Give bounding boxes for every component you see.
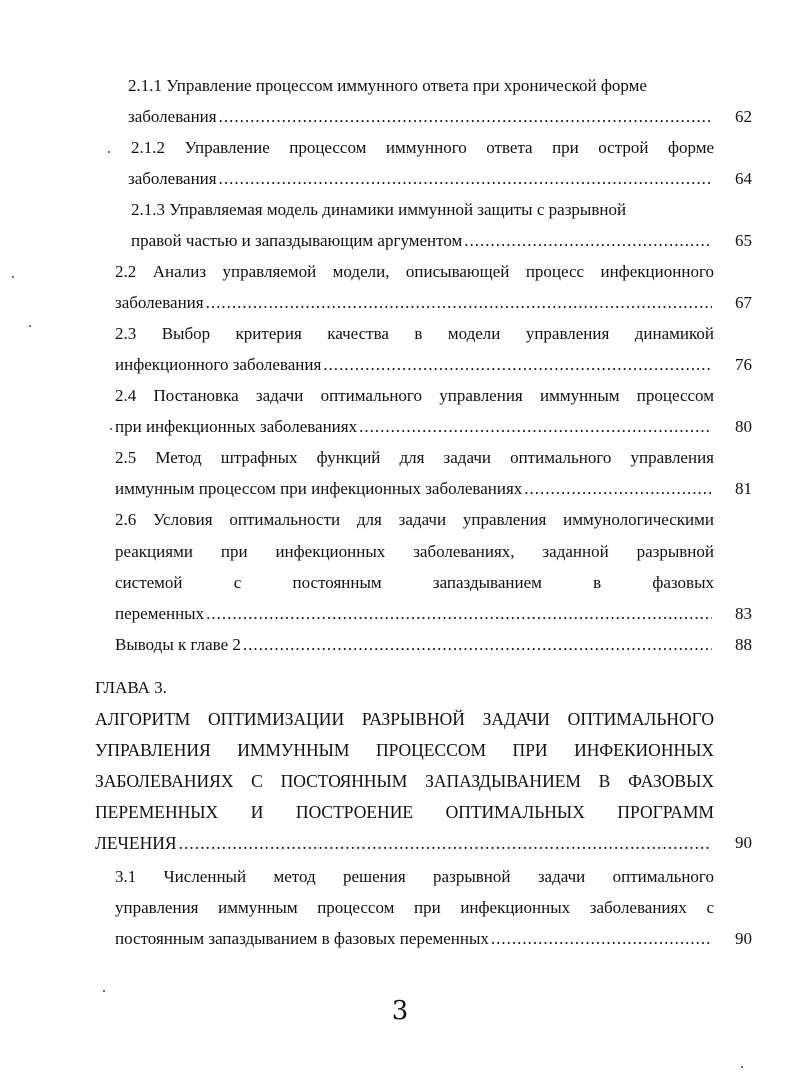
toc-2-1-3-line-2 [131, 230, 714, 252]
scan-speck [103, 990, 105, 992]
toc-2-5-line-2 [115, 478, 714, 500]
toc-2-4-line-1: 2.4 Постановка задачи оптимального управления иммунным процессом [115, 386, 714, 405]
leader-dots [219, 168, 712, 190]
chapter-3-title-line-5 [95, 832, 714, 854]
toc-3-1-line-3 [115, 928, 714, 950]
toc-2-1-3-line-1: 2.1.3 Управляемая модель динамики иммунной защиты с разрывной [131, 200, 627, 219]
toc-3-1-line-2: управления иммунным процессом при инфекционных заболеваниях с [115, 898, 714, 917]
chapter-3-title-line-4: ПЕРЕМЕННЫХ И ПОСТРОЕНИЕ ОПТИМАЛЬНЫХ ПРОГРАММ [95, 802, 714, 822]
toc-2-2-text: заболевания [115, 293, 204, 312]
toc-2-1-1-line-2 [128, 106, 714, 128]
toc-2-4-text: при инфекционных заболеваниях [115, 417, 358, 436]
toc-2-4-page: 80 [735, 417, 752, 436]
toc-2-2-line-2 [115, 292, 714, 314]
toc-2-1-2-line-2 [128, 168, 714, 190]
toc-2-6-line-2: реакциями при инфекционных заболеваниях, заданной разрывной [115, 542, 714, 561]
leader-dots [243, 634, 712, 656]
page-number: 3 [391, 996, 409, 1026]
toc-2-3-line-2 [115, 354, 714, 376]
leader-dots [219, 106, 712, 128]
chapter-3-text: ЛЕЧЕНИЯ [95, 833, 177, 853]
leader-dots [179, 832, 712, 854]
leader-dots [359, 416, 712, 438]
chapter-3-title-line-1: АЛГОРИТМ ОПТИМИЗАЦИИ РАЗРЫВНОЙ ЗАДАЧИ ОПТИМАЛЬНОГО [95, 709, 714, 729]
toc-2-6-page: 83 [735, 604, 752, 623]
toc-2-3-line-1: 2.3 Выбор критерия качества в модели управления динамикой [115, 324, 714, 343]
chapter-3-title-line-2: УПРАВЛЕНИЯ ИММУННЫМ ПРОЦЕССОМ ПРИ ИНФЕКИОННЫХ [95, 740, 714, 760]
scan-speck [29, 325, 31, 327]
chapter-3-page: 90 [735, 833, 752, 852]
toc-2-1-2-text: заболевания [128, 169, 217, 188]
scan-speck [110, 428, 112, 430]
toc-2-3-text: инфекционного заболевания [115, 355, 322, 374]
toc-conclusions-line [115, 634, 714, 656]
toc-2-3-page: 76 [735, 355, 752, 374]
toc-2-6-line-3: системой с постоянным запаздыванием в фазовых [115, 573, 714, 592]
toc-2-2-line-1: 2.2 Анализ управляемой модели, описывающей процесс инфекционного [115, 262, 714, 281]
scan-speck [12, 276, 14, 278]
toc-3-1-line-1: 3.1 Численный метод решения разрывной задачи оптимального [115, 867, 714, 886]
leader-dots [323, 354, 712, 376]
toc-2-1-1-page: 62 [735, 107, 752, 126]
toc-2-1-1-line-1: 2.1.1 Управление процессом иммунного ответа при хронической форме [128, 76, 647, 95]
leader-dots [524, 478, 712, 500]
toc-2-6-line-1: 2.6 Условия оптимальности для задачи управления иммунологическими [115, 510, 714, 529]
leader-dots [206, 603, 712, 625]
toc-conclusions-page: 88 [735, 635, 752, 654]
toc-2-1-2-line-1: 2.1.2 Управление процессом иммунного ответа при острой форме [131, 138, 714, 157]
toc-3-1-text: постоянным запаздыванием в фазовых переменных [115, 929, 489, 948]
toc-2-5-line-1: 2.5 Метод штрафных функций для задачи оптимального управления [115, 448, 714, 467]
scan-speck [741, 1066, 743, 1068]
toc-2-1-3-text: правой частью и запаздывающим аргументом [131, 231, 463, 250]
toc-conclusions-text: Выводы к главе 2 [115, 635, 241, 654]
toc-2-5-page: 81 [735, 479, 752, 498]
scan-speck [108, 151, 110, 153]
toc-3-1-page: 90 [735, 929, 752, 948]
toc-2-1-2-page: 64 [735, 169, 752, 188]
toc-2-6-line-4 [115, 603, 714, 625]
leader-dots [491, 928, 712, 950]
toc-2-2-page: 67 [735, 293, 752, 312]
toc-2-1-1-text: заболевания [128, 107, 217, 126]
leader-dots [206, 292, 712, 314]
toc-2-1-3-page: 65 [735, 231, 752, 250]
toc-2-4-line-2 [115, 416, 714, 438]
chapter-3-title-line-3: ЗАБОЛЕВАНИЯХ С ПОСТОЯННЫМ ЗАПАЗДЫВАНИЕМ В ФАЗОВЫХ [95, 771, 714, 791]
toc-2-5-text: иммунным процессом при инфекционных заболеваниях [115, 479, 523, 498]
toc-2-6-text: переменных [115, 604, 205, 623]
chapter-3-heading: ГЛАВА 3. [95, 678, 167, 697]
leader-dots [464, 230, 712, 252]
